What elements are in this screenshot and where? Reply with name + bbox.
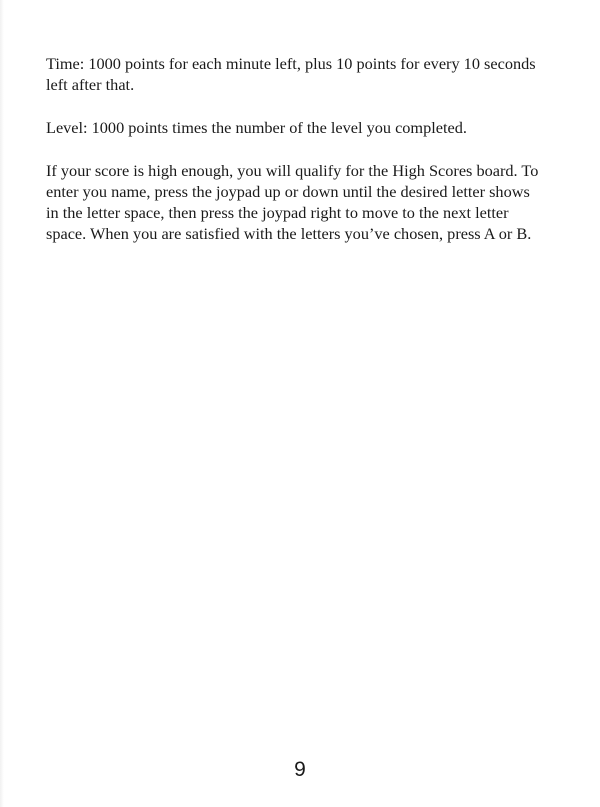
page-edge-shadow — [0, 0, 4, 807]
page-number: 9 — [294, 758, 306, 781]
level-bonus-paragraph: Level: 1000 points times the number of the level you completed. — [46, 118, 467, 137]
high-scores-paragraph: If your score is high enough, you will qualify for the High Scores board. To enter you name, press the joypad up or down until the desired letter shows in the letter space, then press the joypad right to move to the next letter space. When you are satisfied with the letters you’ve chosen, press A or B. — [46, 161, 539, 243]
time-bonus-paragraph: Time: 1000 points for each minute left, plus 10 points for every 10 seconds left after that. — [46, 54, 536, 94]
